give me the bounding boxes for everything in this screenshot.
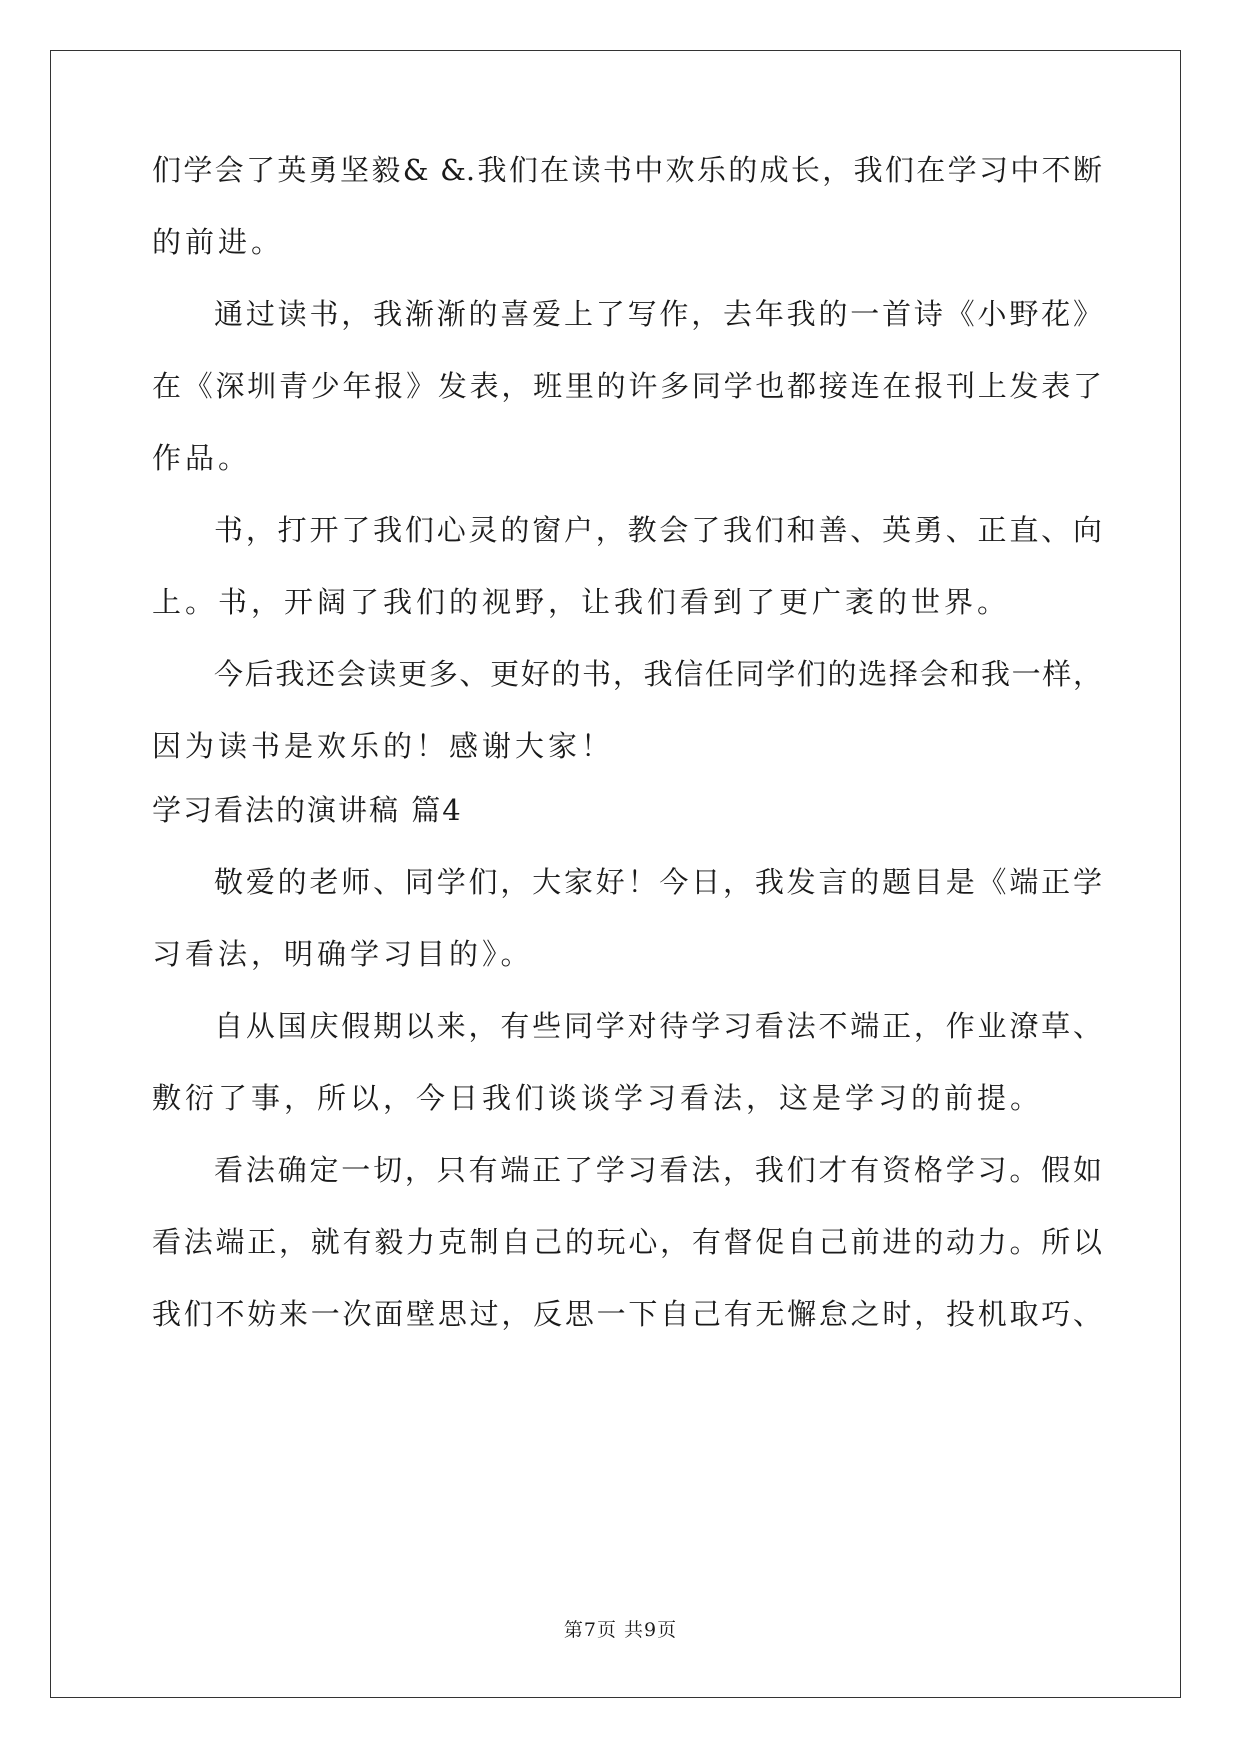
text-line: 敷衍了事，所以，今日我们谈谈学习看法，这是学习的前提。: [152, 1081, 1044, 1115]
text-line: 通过读书，我渐渐的喜爱上了写作，去年我的一首诗《小野花》: [214, 297, 1102, 331]
text-line: 自从国庆假期以来，有些同学对待学习看法不端正，作业潦草、: [214, 1009, 1102, 1043]
text-line: 在《深圳青少年报》发表，班里的许多同学也都接连在报刊上发表了: [152, 369, 1102, 403]
text-line: 习看法，明确学习目的》。: [152, 937, 534, 971]
text-line: 上。书，开阔了我们的视野，让我们看到了更广袤的世界。: [152, 585, 1011, 619]
section-heading: 学习看法的演讲稿 篇4: [152, 793, 463, 827]
text-line: 作品。: [152, 441, 252, 475]
text-line: 们学会了英勇坚毅& &.我们在读书中欢乐的成长，我们在学习中不断: [152, 153, 1102, 187]
text-line: 因为读书是欢乐的！感谢大家！: [152, 729, 615, 763]
text-line: 我们不妨来一次面壁思过，反思一下自己有无懈怠之时，投机取巧、: [152, 1297, 1102, 1331]
text-line: 敬爱的老师、同学们，大家好！今日，我发言的题目是《端正学: [214, 865, 1102, 899]
text-line: 看法确定一切，只有端正了学习看法，我们才有资格学习。假如: [214, 1153, 1102, 1187]
page-footer: 第7页 共9页: [563, 1619, 678, 1641]
text-line: 书，打开了我们心灵的窗户，教会了我们和善、英勇、正直、向: [214, 513, 1102, 547]
text-line: 看法端正，就有毅力克制自己的玩心，有督促自己前进的动力。所以: [152, 1225, 1102, 1259]
text-line: 的前进。: [152, 225, 285, 259]
text-line: 今后我还会读更多、更好的书，我信任同学们的选择会和我一样，: [214, 657, 1102, 691]
